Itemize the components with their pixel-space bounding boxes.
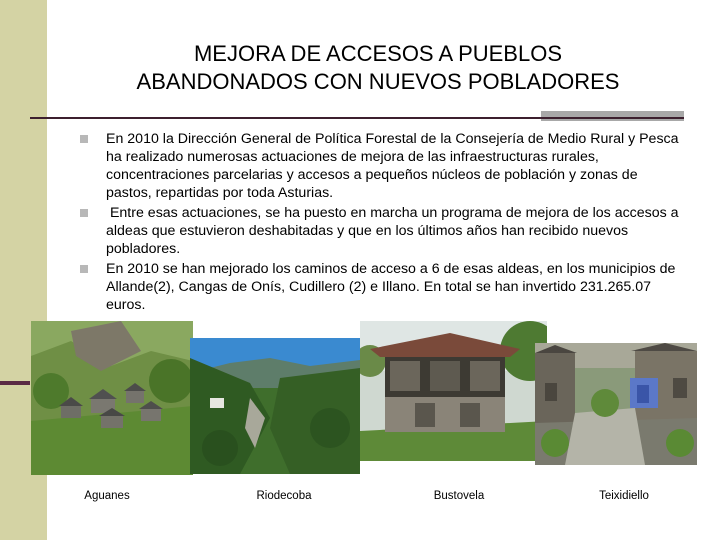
bullet-item	[80, 204, 685, 258]
caption-teixidiello: Teixidiello	[599, 490, 649, 502]
bullet-text: En 2010 la Dirección General de Política Forestal de la Consejería de Medio Rural y Pesca ha realizado numerosas actuaciones de mejora de las infraestructuras rurales, concentraciones parcelarias y accesos a pequeños núcleos de población y zonas de pastos, repartidas por toda Asturias.	[106, 131, 679, 201]
bullet-item	[80, 260, 685, 314]
photo-aguanes	[31, 321, 193, 475]
caption-aguanes: Aguanes	[84, 490, 130, 502]
title-rule-accent	[541, 111, 684, 121]
caption-riodecoba: Riodecoba	[256, 490, 312, 502]
bullet-list	[80, 130, 685, 316]
title-divider	[30, 117, 684, 119]
photo-teixidiello	[535, 343, 697, 465]
title-line-2: ABANDONADOS CON NUEVOS POBLADORES	[136, 69, 620, 94]
caption-bustovela: Bustovela	[433, 490, 485, 502]
bullet-text: En 2010 se han mejorado los caminos de acceso a 6 de esas aldeas, en los municipios de Allande(2), Cangas de Onís, Cudillero (2) e Illano. En total se han invertido 231.265.07 euros.	[106, 261, 676, 313]
bullet-square-icon	[80, 265, 88, 273]
title-line-1: MEJORA DE ACCESOS A PUEBLOS	[193, 41, 563, 66]
slide-title	[60, 40, 696, 96]
bullet-square-icon	[80, 135, 88, 143]
photo-riodecoba	[190, 338, 360, 474]
bullet-square-icon	[80, 209, 88, 217]
bullet-text: Entre esas actuaciones, se ha puesto en marcha un programa de mejora de los accesos a aldeas que estuvieron deshabitadas y que en los últimos años han recibido nuevos pobladores.	[106, 205, 683, 257]
sidebar-accent-line	[0, 381, 30, 385]
photo-bustovela	[360, 321, 547, 461]
bullet-item	[80, 130, 685, 202]
